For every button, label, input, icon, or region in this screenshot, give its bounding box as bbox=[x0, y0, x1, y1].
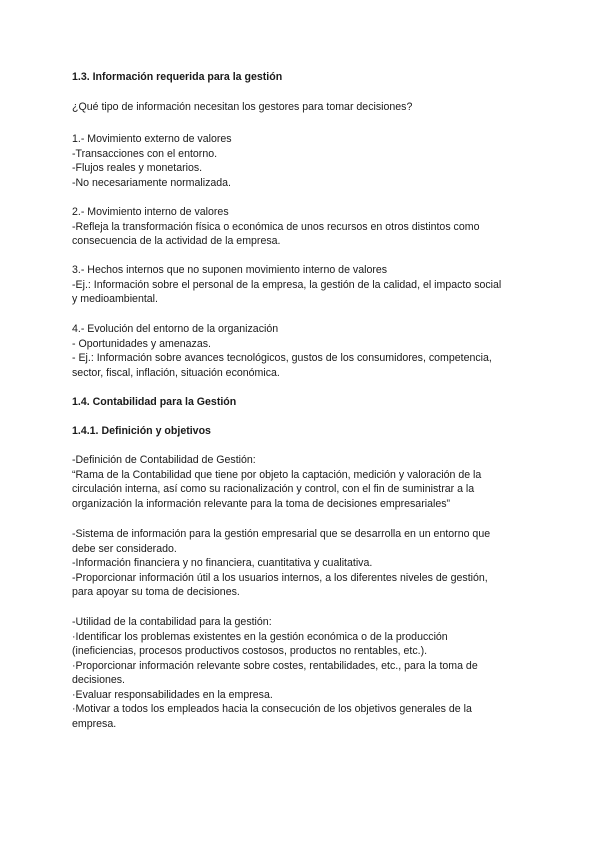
item-1-line: -Transacciones con el entorno. bbox=[72, 147, 218, 160]
objectives-line: -Proporcionar información útil a los usuarios internos, a los diferentes niveles de gestión, bbox=[72, 571, 488, 584]
item-4-line: - Ej.: Información sobre avances tecnológicos, gustos de los consumidores, competencia, bbox=[72, 352, 492, 364]
utility-line: ·Identificar los problemas existentes en la gestión económica o de la producción bbox=[72, 630, 448, 643]
item-1-line: -No necesariamente normalizada. bbox=[72, 176, 231, 189]
item-4-heading: 4.- Evolución del entorno de la organización bbox=[72, 323, 279, 335]
utility-line: decisiones. bbox=[72, 674, 125, 686]
objectives-line: para apoyar su toma de decisiones. bbox=[72, 586, 240, 598]
definition-quote-line: circulación interna, así como su racionalización y control, con el fin de suministrar a la bbox=[72, 483, 475, 495]
utility-line: ·Evaluar responsabilidades en la empresa. bbox=[72, 688, 273, 701]
utility-line: (ineficiencias, procesos productivos costosos, productos no rentables, etc.). bbox=[72, 645, 428, 657]
definition-label: -Definición de Contabilidad de Gestión: bbox=[72, 454, 256, 466]
objectives-line: -Información financiera y no financiera, cuantitativa y cualitativa. bbox=[72, 557, 373, 569]
item-1-line: -Flujos reales y monetarios. bbox=[72, 162, 203, 174]
item-2-line: -Refleja la transformación física o económica de unos recursos en otros distintos como bbox=[72, 220, 480, 233]
definition-quote-line: organización la información relevante para la toma de decisiones empresariales” bbox=[72, 497, 451, 510]
item-3-line: y medioambiental. bbox=[72, 293, 158, 305]
subsection-heading-1-4-1: 1.4.1. Definición y objetivos bbox=[72, 425, 211, 437]
item-1-heading: 1.- Movimiento externo de valores bbox=[72, 133, 232, 145]
item-3-heading: 3.- Hechos internos que no suponen movimiento interno de valores bbox=[72, 264, 388, 276]
utility-line: ·Proporcionar información relevante sobre costes, rentabilidades, etc., para la toma de bbox=[72, 659, 478, 672]
item-3-line: -Ej.: Información sobre el personal de la empresa, la gestión de la calidad, el impacto social bbox=[72, 278, 502, 291]
objectives-line: debe ser considerado. bbox=[72, 542, 177, 555]
item-2-heading: 2.- Movimiento interno de valores bbox=[72, 206, 229, 218]
utility-line: empresa. bbox=[72, 717, 117, 730]
utility-line: ·Motivar a todos los empleados hacia la consecución de los objetivos generales de la bbox=[72, 703, 472, 715]
item-4-line: sector, fiscal, inflación, situación económica. bbox=[72, 366, 280, 379]
definition-quote-line: “Rama de la Contabilidad que tiene por objeto la captación, medición y valoración de la bbox=[72, 468, 482, 481]
objectives-line: -Sistema de información para la gestión empresarial que se desarrolla en un entorno que bbox=[72, 528, 491, 540]
item-2-line: consecuencia de la actividad de la empresa. bbox=[72, 235, 281, 247]
section-heading-1-4: 1.4. Contabilidad para la Gestión bbox=[72, 396, 237, 408]
utility-label: -Utilidad de la contabilidad para la gestión: bbox=[72, 616, 272, 628]
item-4-line: - Oportunidades y amenazas. bbox=[72, 337, 211, 350]
section-heading-1-3: 1.3. Información requerida para la gestión bbox=[72, 71, 283, 83]
intro-question: ¿Qué tipo de información necesitan los gestores para tomar decisiones? bbox=[72, 101, 413, 113]
